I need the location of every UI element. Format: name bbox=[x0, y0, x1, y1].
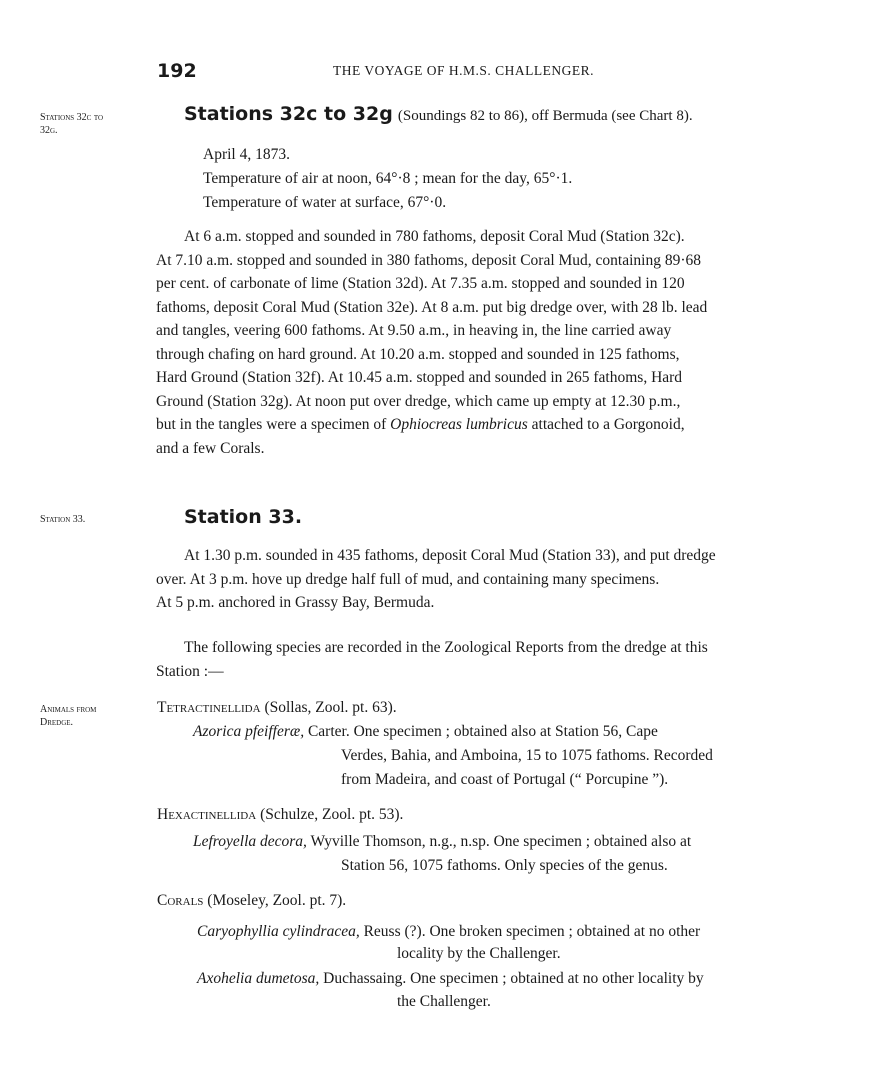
species-entry bbox=[197, 920, 700, 944]
station-32-paragraph bbox=[156, 225, 839, 460]
paragraph-line: At 1.30 p.m. sounded in 435 fathoms, deposit Coral Mud (Station 33), and put dredge bbox=[184, 547, 716, 564]
paragraph-line-with-species bbox=[156, 413, 839, 437]
group-name: Hexactinellida bbox=[157, 806, 257, 823]
species-name: Axohelia dumetosa, bbox=[197, 970, 320, 987]
page-number: 192 bbox=[157, 60, 197, 82]
paragraph-line: At 6 a.m. stopped and sounded in 780 fathoms, deposit Coral Mud (Station 32c). bbox=[184, 228, 685, 245]
station-33-paragraph bbox=[156, 544, 839, 615]
paragraph-line: Ground (Station 32g). At noon put over dredge, which came up empty at 12.30 p.m., bbox=[156, 392, 681, 410]
margin-note-station-33: Station 33. bbox=[40, 514, 86, 525]
species-continuation bbox=[341, 744, 839, 791]
section-heading-rest: (Soundings 82 to 86), off Bermuda (see Chart 8). bbox=[397, 108, 693, 124]
paragraph-line: through chafing on hard ground. At 10.20 a.m. stopped and sounded in 125 fathoms, bbox=[156, 345, 680, 363]
species-text: Carter. One specimen ; obtained also at Station 56, Cape bbox=[307, 723, 658, 740]
date-line: April 4, 1873. bbox=[203, 146, 290, 163]
species-intro bbox=[156, 636, 839, 683]
margin-note-stations-32c-32g bbox=[40, 111, 152, 137]
species-entry bbox=[193, 830, 691, 854]
section-heading-bold: Stations 32c to 32g bbox=[184, 103, 393, 125]
margin-note-line: 32g. bbox=[40, 125, 58, 136]
text-fragment: but in the tangles were a specimen of bbox=[156, 416, 387, 433]
paragraph-line: over. At 3 p.m. hove up dredge half full of mud, and containing many specimens. bbox=[156, 570, 660, 588]
group-reference: (Schulze, Zool. pt. 53). bbox=[260, 806, 404, 823]
group-reference: (Sollas, Zool. pt. 63). bbox=[264, 699, 397, 716]
species-text: Wyville Thomson, n.g., n.sp. One specimen ; obtained also at bbox=[310, 833, 692, 850]
species-text: Duchassaing. One specimen ; obtained at no other locality by bbox=[323, 970, 704, 987]
species-entry bbox=[193, 720, 658, 744]
air-temperature-line: Temperature of air at noon, 64°·8 ; mean for the day, 65°·1. bbox=[203, 170, 573, 187]
paragraph-line: At 5 p.m. anchored in Grassy Bay, Bermuda. bbox=[156, 594, 435, 611]
continuation-line: from Madeira, and coast of Portugal (“ Porcupine ”). bbox=[341, 770, 669, 788]
text-fragment: attached to a Gorgonoid, bbox=[531, 416, 685, 433]
species-name: Ophiocreas lumbricus bbox=[390, 416, 528, 433]
running-head: THE VOYAGE OF H.M.S. CHALLENGER. bbox=[333, 63, 595, 78]
species-name: Azorica pfeifferæ, bbox=[193, 723, 305, 740]
water-temperature-line: Temperature of water at surface, 67°·0. bbox=[203, 194, 447, 211]
margin-note-line: Stations 32c to bbox=[40, 112, 104, 123]
paragraph-line: per cent. of carbonate of lime (Station 32d). At 7.35 a.m. stopped and sounded in 120 bbox=[156, 275, 685, 292]
species-continuation bbox=[341, 854, 839, 878]
group-name: Corals bbox=[157, 892, 204, 909]
margin-note-line: Dredge. bbox=[40, 717, 74, 728]
group-heading-hexactinellida bbox=[157, 803, 403, 827]
group-heading-tetractinellida bbox=[157, 696, 397, 720]
paragraph-line: fathoms, deposit Coral Mud (Station 32e). At 8 a.m. put big dredge over, with 28 lb. lead bbox=[156, 298, 708, 316]
paragraph-line: At 7.10 a.m. stopped and sounded in 380 fathoms, deposit Coral Mud, containing 89·68 bbox=[156, 251, 702, 269]
margin-note-animals-from-dredge bbox=[40, 703, 152, 729]
continuation-line: Station 56, 1075 fathoms. Only species of the genus. bbox=[341, 857, 668, 874]
section-heading-stations-32c-32g bbox=[184, 103, 693, 125]
continuation-line: Verdes, Bahia, and Amboina, 15 to 1075 fathoms. Recorded bbox=[341, 747, 713, 764]
species-name: Lefroyella decora, bbox=[193, 833, 307, 850]
species-continuation bbox=[397, 942, 561, 966]
species-entry bbox=[197, 967, 704, 991]
continuation-line: locality by the Challenger. bbox=[397, 945, 561, 962]
paragraph-line: Station :— bbox=[156, 662, 224, 680]
group-reference: (Moseley, Zool. pt. 7). bbox=[207, 892, 347, 909]
margin-note-line: Animals from bbox=[40, 704, 97, 715]
conditions-block bbox=[203, 143, 572, 215]
section-heading-station-33: Station 33. bbox=[184, 506, 303, 528]
paragraph-line: The following species are recorded in the Zoological Reports from the dredge at this bbox=[184, 639, 708, 656]
group-name: Tetractinellida bbox=[157, 699, 261, 716]
paragraph-line: and a few Corals. bbox=[156, 439, 265, 457]
species-text: Reuss (?). One broken specimen ; obtained at no other bbox=[363, 923, 701, 940]
species-continuation bbox=[397, 990, 491, 1014]
group-heading-corals bbox=[157, 889, 346, 913]
continuation-line: the Challenger. bbox=[397, 993, 491, 1010]
paragraph-line: Hard Ground (Station 32f). At 10.45 a.m. stopped and sounded in 265 fathoms, Hard bbox=[156, 369, 683, 386]
paragraph-line: and tangles, veering 600 fathoms. At 9.50 a.m., in heaving in, the line carried away bbox=[156, 322, 672, 339]
species-name: Caryophyllia cylindracea, bbox=[197, 923, 360, 940]
